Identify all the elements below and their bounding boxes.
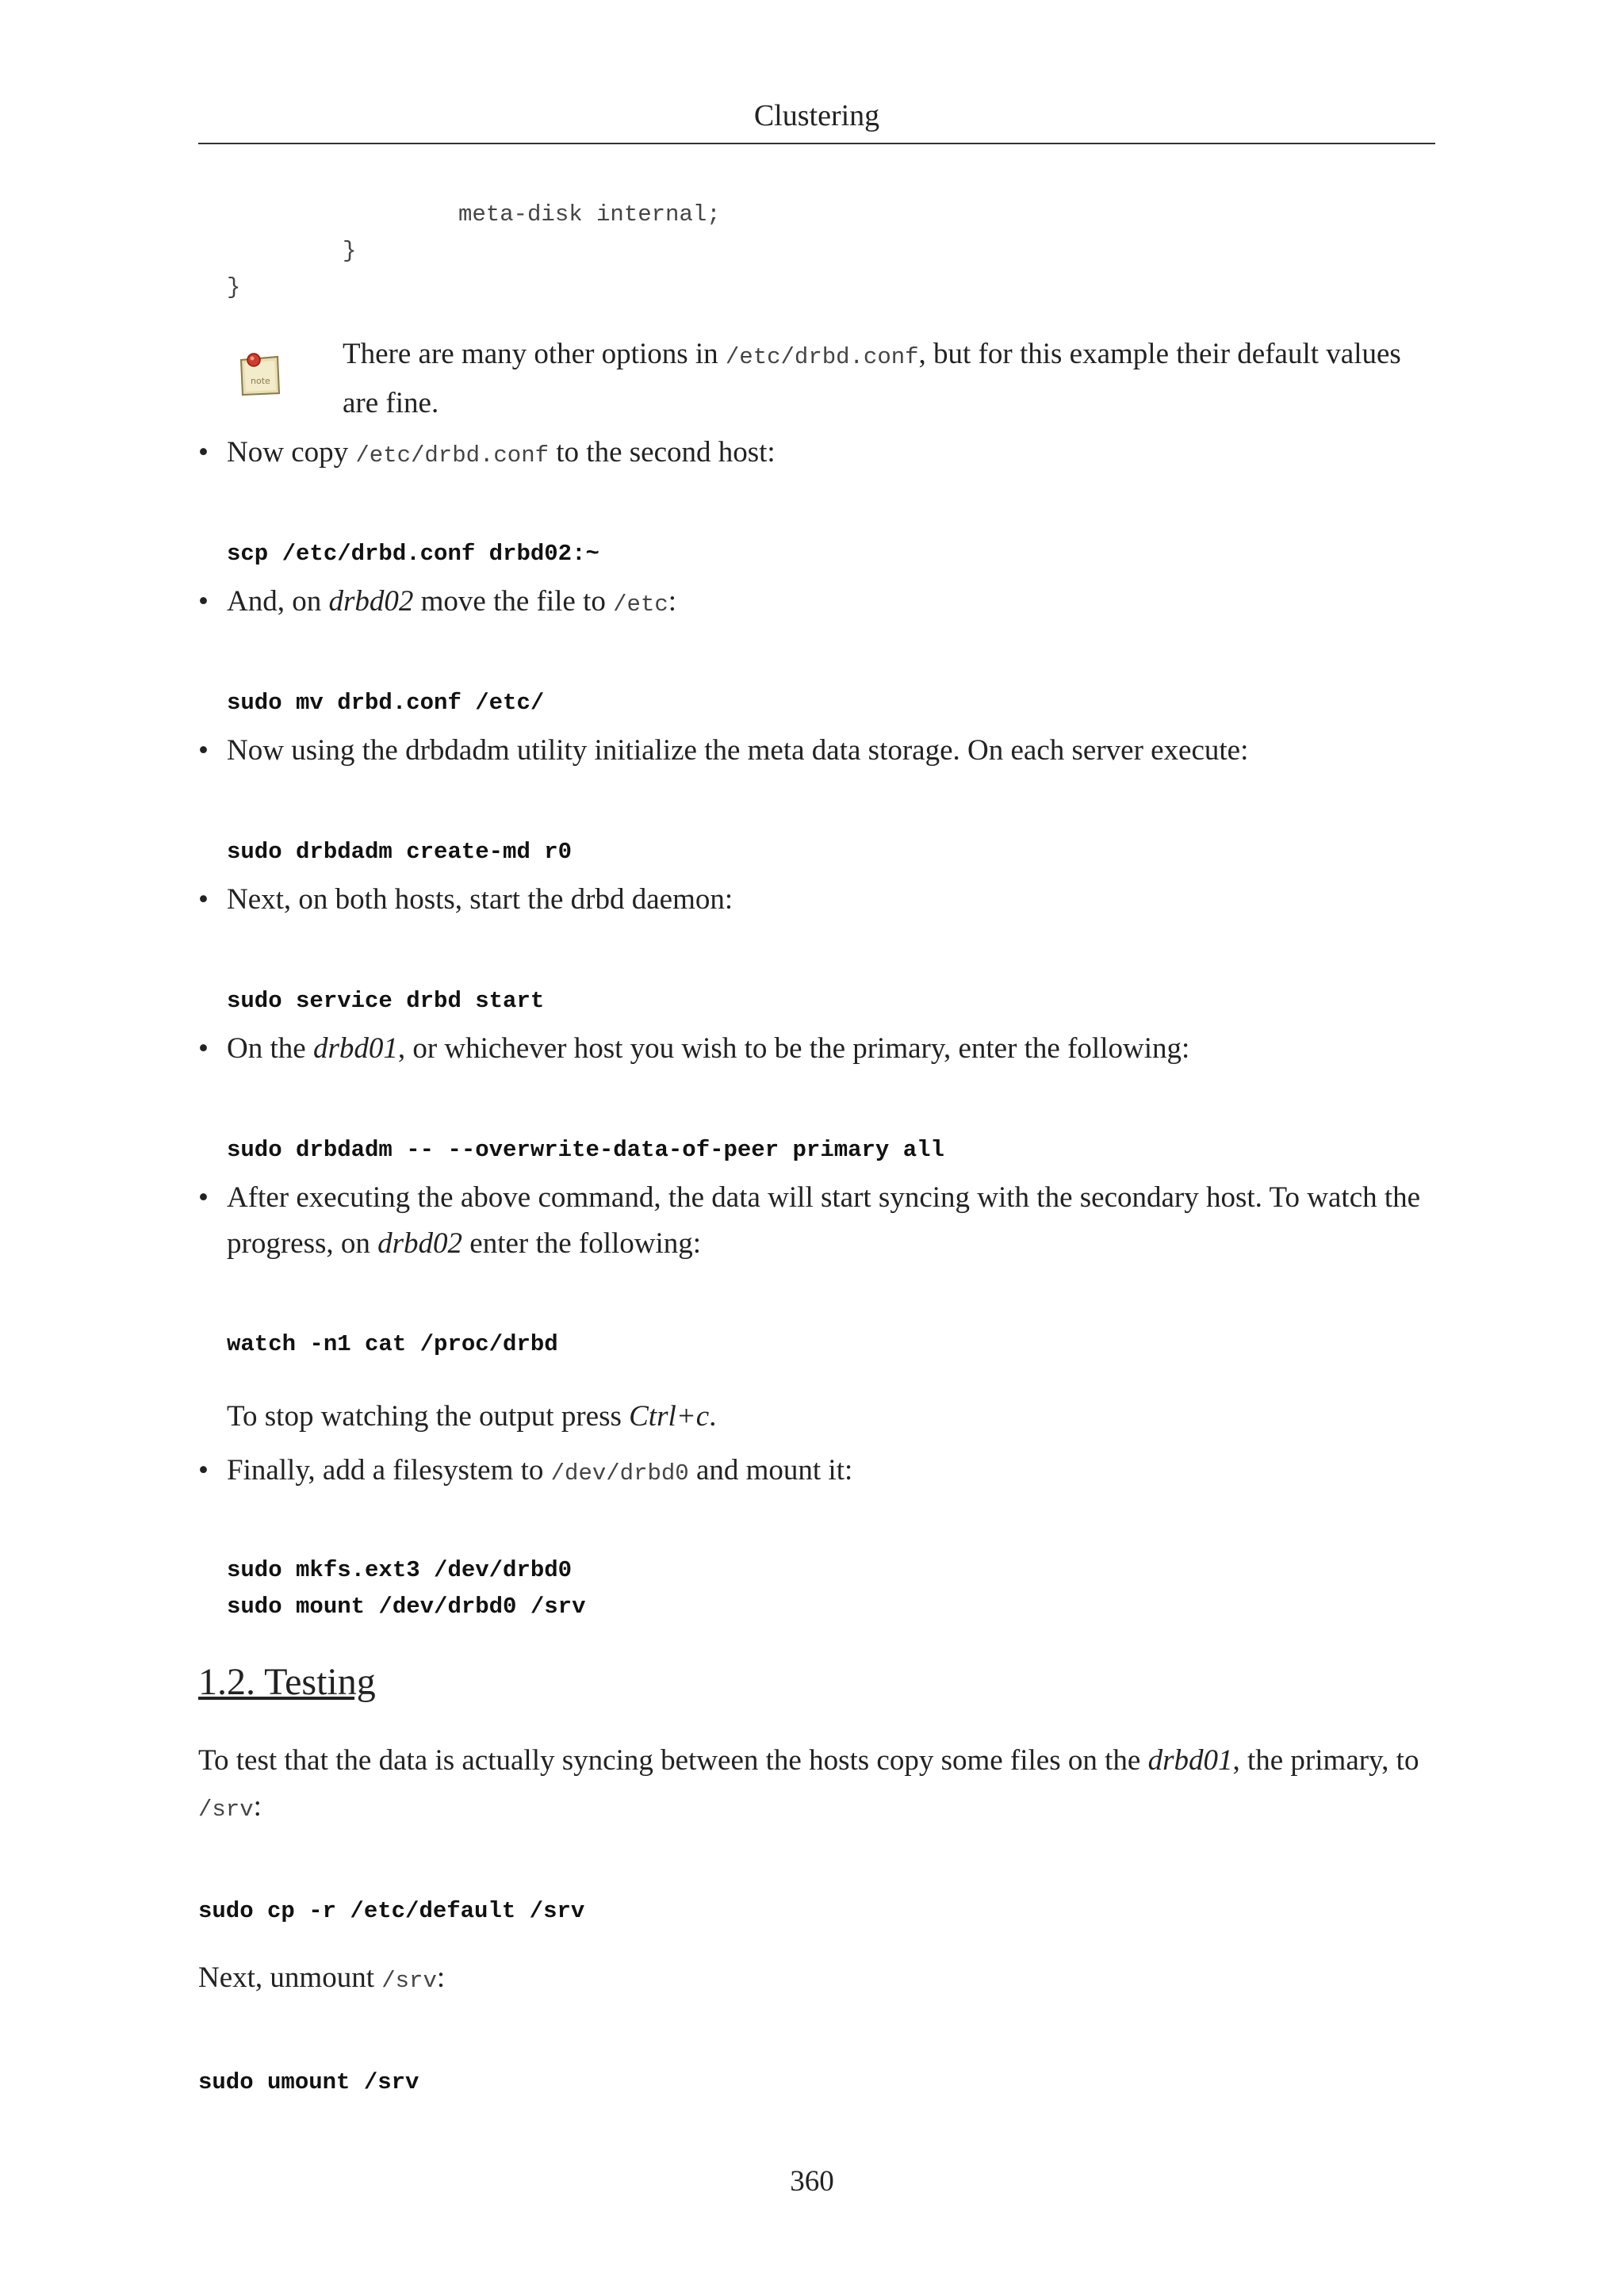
- bullet: •: [198, 1032, 209, 1065]
- bullet: •: [198, 1181, 209, 1214]
- code-line: meta-disk internal;: [458, 201, 721, 228]
- bullet: •: [198, 585, 209, 618]
- paragraph: To test that the data is actually syncing between the hosts copy some files on the drbd01, the primary, to /srv:: [198, 1744, 1419, 1823]
- list-item-text: On the drbd01, or whichever host you wish to be the primary, enter the following:: [227, 1032, 1190, 1065]
- list-item-text: Now using the drbdadm utility initialize the meta data storage. On each server execute:: [227, 734, 1249, 767]
- command-line: sudo umount /srv: [198, 2069, 419, 2095]
- running-header: Clustering: [753, 99, 880, 132]
- list-item-text: Finally, add a filesystem to /dev/drbd0 and mount it:: [227, 1454, 853, 1487]
- note-icon: [236, 349, 282, 398]
- command-line: sudo service drbd start: [227, 988, 545, 1014]
- bullet: •: [198, 436, 209, 469]
- note-icon-label: note: [251, 376, 270, 386]
- paragraph: Next, unmount /srv:: [198, 1961, 446, 1994]
- header-rule: [198, 143, 1435, 144]
- command-line: sudo mount /dev/drbd0 /srv: [227, 1594, 586, 1620]
- command-line: sudo cp -r /etc/default /srv: [198, 1898, 585, 1924]
- command-line: sudo mkfs.ext3 /dev/drbd0: [227, 1557, 573, 1583]
- command-line: watch -n1 cat /proc/drbd: [227, 1331, 558, 1357]
- code-line: }: [227, 274, 241, 300]
- list-item-text: And, on drbd02 move the file to /etc:: [227, 585, 677, 618]
- code-line: }: [343, 238, 357, 264]
- list-item-text: Next, on both hosts, start the drbd daemon:: [227, 883, 733, 916]
- command-line: sudo drbdadm -- --overwrite-data-of-peer primary all: [227, 1137, 944, 1163]
- command-line: sudo mv drbd.conf /etc/: [227, 690, 545, 716]
- command-line: scp /etc/drbd.conf drbd02:~: [227, 541, 599, 567]
- list-item-followup: To stop watching the output press Ctrl+c.: [227, 1400, 717, 1433]
- note-text: There are many other options in /etc/drbd.conf, but for this example their default values are fine.: [343, 338, 1401, 419]
- list-item-text: Now copy /etc/drbd.conf to the second host:: [227, 436, 776, 469]
- bullet: •: [198, 1454, 209, 1487]
- command-line: sudo drbdadm create-md r0: [227, 839, 573, 865]
- list-item-text: After executing the above command, the data will start syncing with the secondary host. To watch the progress, on drbd02 enter the following:: [227, 1181, 1421, 1260]
- bullet: •: [198, 734, 209, 767]
- section-heading: 1.2. Testing: [198, 1661, 376, 1703]
- bullet: •: [198, 883, 209, 916]
- page-number: 360: [790, 2165, 834, 2198]
